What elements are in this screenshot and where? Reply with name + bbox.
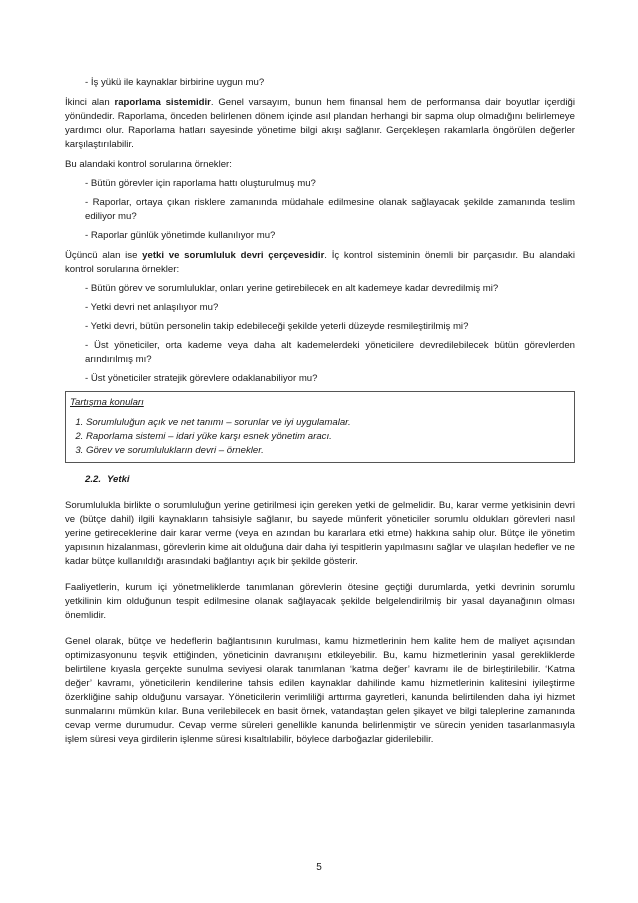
bold-term-delegation: yetki ve sorumluluk devri çerçevesidir: [142, 250, 325, 261]
list-item: - Yetki devri net anlaşılıyor mu?: [85, 302, 219, 313]
paragraph: Faaliyetlerin, kurum içi yönetmeliklerde tanımlanan görevlerin ötesine geçtiği durumlarda, yetki devrinin sorumlu yetkilinin kim olduğunun tespit edilmesine olanak sağlayacak şekilde belgelendirilmiş bir yasal dayanağının olması önemlidir.: [65, 582, 575, 621]
reporting-examples-intro: Bu alandaki kontrol sorularına örnekler:: [65, 159, 232, 170]
list-item: - Yetki devri, bütün personelin takip edebileceği şekilde yeterli düzeyde resmileştirilmiş mi?: [85, 321, 469, 332]
paragraph: Genel olarak, bütçe ve hedeflerin bağlantısının kurulması, kamu hizmetlerinin hem kalite hem de maliyet açısından optimizasyonunu teşvik ettiğinden, yöneticinin davranışını etkileyebilir. Bu, kamu hizmetlerinin yasal gerekliklerde belirtilene kıyasla gerçekte sunulma seviyesi olarak tanımlanan ‘katma değer’ kavramı ile de birleştirilebilir. ‘Katma değer’ kavramı, yöneticilerin kendilerine tahsis edilen kaynaklar dahilinde kamu hizmetlerinin kalitesini iyileştirme özerkliğine sahip olduğunu varsayar. Yöneticilerin verimliliği arttırma gayretleri, kanunda belirtilenden daha iyi hizmet sunmalarını mümkün kılar. Buna verilebilecek en basit örnek, vatandaştan gelen şikayet ve bilgi taleplerine zamanında cevap verme durumudur. Cevap verme süreleri genellikle kanunda belirlenmiştir ve sürecin yeniden tasarlanmasıyla işlem süresi veya girdilerin işlenme süresi kısaltılabilir, böylece darboğazlar giderilebilir.: [65, 636, 575, 745]
discussion-list: [70, 416, 568, 458]
discussion-topics-box: [65, 391, 575, 463]
list-item: - Raporlar, ortaya çıkan risklere zamanında müdahale edilmesine olanak sağlayacak şekilde zamanında teslim ediliyor mu?: [85, 197, 575, 222]
page-content: [65, 76, 575, 747]
list-item: - Üst yöneticiler, orta kademe veya daha alt kademelerdeki yöneticilere devredilebilecek bütün görevlerden arındırılmış mı?: [85, 340, 575, 365]
list-item-workload: - İş yükü ile kaynaklar birbirine uygun mu?: [85, 77, 265, 88]
discussion-item: 3. Görev ve sorumlulukların devri – örnekler.: [86, 444, 568, 458]
paragraph-delegation: Üçüncü alan ise yetki ve sorumluluk devri çerçevesidir. İç kontrol sisteminin önemli bir parçasıdır. Bu alandaki kontrol sorularına örnekler:: [65, 250, 575, 275]
paragraph-reporting: İkinci alan raporlama sistemidir. Genel varsayım, bunun hem finansal hem de performansa dair boyutlar içerdiği yönündedir. Raporlama, önceden belirlenen dönem içinde asıl plandan herhangi bir sapma olup olmadığını belirlemeye yardımcı olur. Raporlama hatları sayesinde yönetime bilgi akışı sağlanır. Gerçekleşen rakamlarla öngörülen değerler karşılaştırılabilir.: [65, 97, 575, 150]
discussion-title: Tartışma konuları: [70, 397, 144, 408]
bold-term-reporting: raporlama sistemidir: [114, 97, 211, 108]
list-item: - Bütün görev ve sorumluluklar, onları yerine getirebilecek en alt kademeye kadar devredilmiş mi?: [85, 283, 499, 294]
section-title: Yetki: [107, 474, 130, 485]
list-item: - Raporlar günlük yönetimde kullanılıyor mu?: [85, 230, 276, 241]
paragraph: Sorumlulukla birlikte o sorumluluğun yerine getirilmesi için gereken yetki de gelmelidir. Bu, karar verme yetkisinin devri ve (bütçe dahil) ilgili kaynakların tahsisiyle sağlanır, bu sayede münferit yöneticiler sorumlu oldukları görevleri nasıl yerine getireceklerine dair karar verme (veya en azından bu kararlara etki etme) hakkına sahip olur. Bütçe ile yönetim yapısının hizalanması, görevlerin kime ait olduğuna dair daha iyi tespitlerin yapılmasını sağlar ve ulaşılan hedefler ve ne kadar bütçe kullanıldığı arasındaki bağlantıyı açık bir şekilde gösterir.: [65, 500, 575, 567]
discussion-item: 1. Sorumluluğun açık ve net tanımı – sorunlar ve iyi uygulamalar.: [86, 416, 568, 430]
page-number: 5: [316, 862, 322, 873]
section-heading: [65, 473, 575, 487]
section-number: 2.2.: [85, 474, 102, 485]
list-item: - Bütün görevler için raporlama hattı oluşturulmuş mu?: [85, 178, 316, 189]
discussion-item: 2. Raporlama sistemi – idari yüke karşı esnek yönetim aracı.: [86, 430, 568, 444]
list-item: - Üst yöneticiler stratejik görevlere odaklanabiliyor mu?: [85, 373, 318, 384]
